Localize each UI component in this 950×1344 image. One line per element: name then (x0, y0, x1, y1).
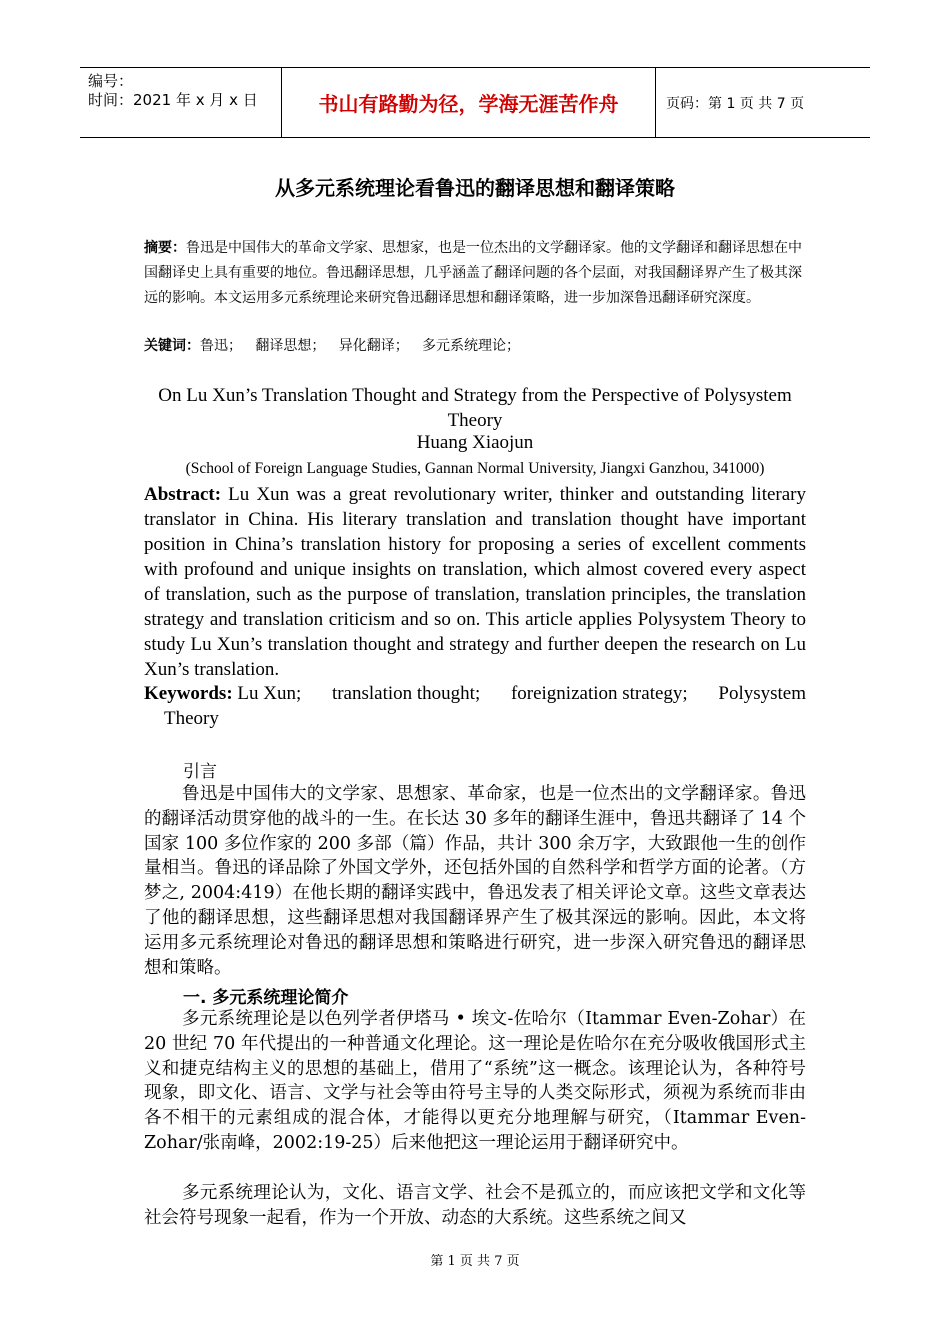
section1-heading: 一. 多元系统理论简介 (183, 988, 349, 1008)
time-label: 时间：2021 年 x 月 x 日 (88, 91, 258, 109)
english-keywords-label: Keywords: (144, 683, 233, 704)
english-author: Huang Xiaojun (416, 432, 534, 453)
page-footer: 第 1 页 共 7 页 (430, 1254, 520, 1269)
english-affiliation: (School of Foreign Language Studies, Gannan Normal University, Jiangxi Ganzhou, 341000) (185, 460, 765, 477)
keyword-3: foreignization strategy; (510, 683, 688, 704)
section1-paragraph-1: 多元系统理论是以色列学者伊塔马 • 埃文-佐哈尔（Itammar Even-Zohar）在 20 世纪 70 年代提出的一种普通文化理论。这一理论是佐哈尔在充分吸收俄国形式主义和捷克结构主义的思想的基础上，借用了“系统”这一概念。该理论认为，各种符号现象，即文化、语言、文学与社会等由符号主导的人类交际形式，须视为系统而非由各不相干的元素组成的混合体，才能得以更充分地理解与研究，（Itammar Even-Zohar/张南峰，2002:19-25）后来他把这一理论运用于翻译研究中。 (144, 1009, 806, 1153)
keyword-1: Lu Xun; (237, 683, 302, 704)
abstract-cn-text: 鲁迅是中国伟大的革命文学家、思想家，也是一位杰出的文学翻译家。他的文学翻译和翻译思想在中国翻译史上具有重要的地位。鲁迅翻译思想，几乎涵盖了翻译问题的各个层面，对我国翻译界产生了极其深远的影响。本文运用多元系统理论来研究鲁迅翻译思想和翻译策略，进一步加深鲁迅翻译研究深度。 (144, 240, 802, 306)
keywords-cn-text: 鲁迅； 翻译思想； 异化翻译； 多元系统理论； (200, 338, 521, 354)
abstract-cn (144, 236, 806, 311)
intro-paragraph: 鲁迅是中国伟大的文学家、思想家、革命家，也是一位杰出的文学翻译家。鲁迅的翻译活动贯穿他的战斗的一生。在长达 30 多年的翻译生涯中，鲁迅共翻译了 14 个国家 100 多位作家的 200 多部（篇）作品，共计 300 余万字，大致跟他一生的创作量相当。鲁迅的译品除了外国文学外，还包括外国的自然科学和哲学方面的论著。（方梦之, 2004:419）在他长期的翻译实践中，鲁迅发表了相关评论文章。这些文章表达了他的翻译思想，这些翻译思想对我国翻译界产生了极其深远的影响。因此，本文将运用多元系统理论对鲁迅的翻译思想和策略进行研究，进一步深入研究鲁迅的翻译思想和策略。 (144, 784, 806, 978)
keyword-2: translation thought; (331, 683, 481, 704)
abstract-cn-label: 摘要： (144, 240, 186, 256)
header-motto: 书山有路勤为径，学海无涯苦作舟 (282, 68, 656, 137)
keywords-continuation: Theory (164, 708, 219, 729)
english-keywords (144, 681, 806, 731)
header-meta (80, 68, 282, 137)
keywords-cn-label: 关键词： (144, 338, 200, 354)
english-abstract-text: Lu Xun was a great revolutionary writer, thinker and outstanding literary translator in China. His literary translation and translation thought have important position in China’s translation history for proposing a series of excellent comments with profound and unique insights on translation, which almost covered every aspect of translation, such as the purpose of translation, translation principles, the translation strategy and translation criticism and so on. This article applies Polysystem Theory to study Lu Xun’s translation thought and strategy and further deepen the research on Lu Xun’s translation. (144, 484, 806, 680)
english-abstract (144, 482, 806, 682)
keywords-cn (144, 335, 806, 357)
intro-heading: 引言 (183, 762, 217, 782)
header-page-info: 页码：第 1 页 共 7 页 (666, 95, 805, 112)
english-title: On Lu Xun’s Translation Thought and Strategy from the Perspective of Polysystem Theory (158, 385, 792, 431)
page-title: 从多元系统理论看鲁迅的翻译思想和翻译策略 (275, 176, 675, 200)
section1-paragraph-2: 多元系统理论认为，文化、语言文学、社会不是孤立的，而应该把文学和文化等社会符号现象一起看，作为一个开放、动态的大系统。这些系统之间又 (144, 1183, 806, 1228)
keyword-4: Polysystem (718, 683, 806, 704)
page-header (80, 67, 870, 138)
number-label: 编号： (88, 72, 134, 90)
english-abstract-label: Abstract: (144, 484, 222, 505)
